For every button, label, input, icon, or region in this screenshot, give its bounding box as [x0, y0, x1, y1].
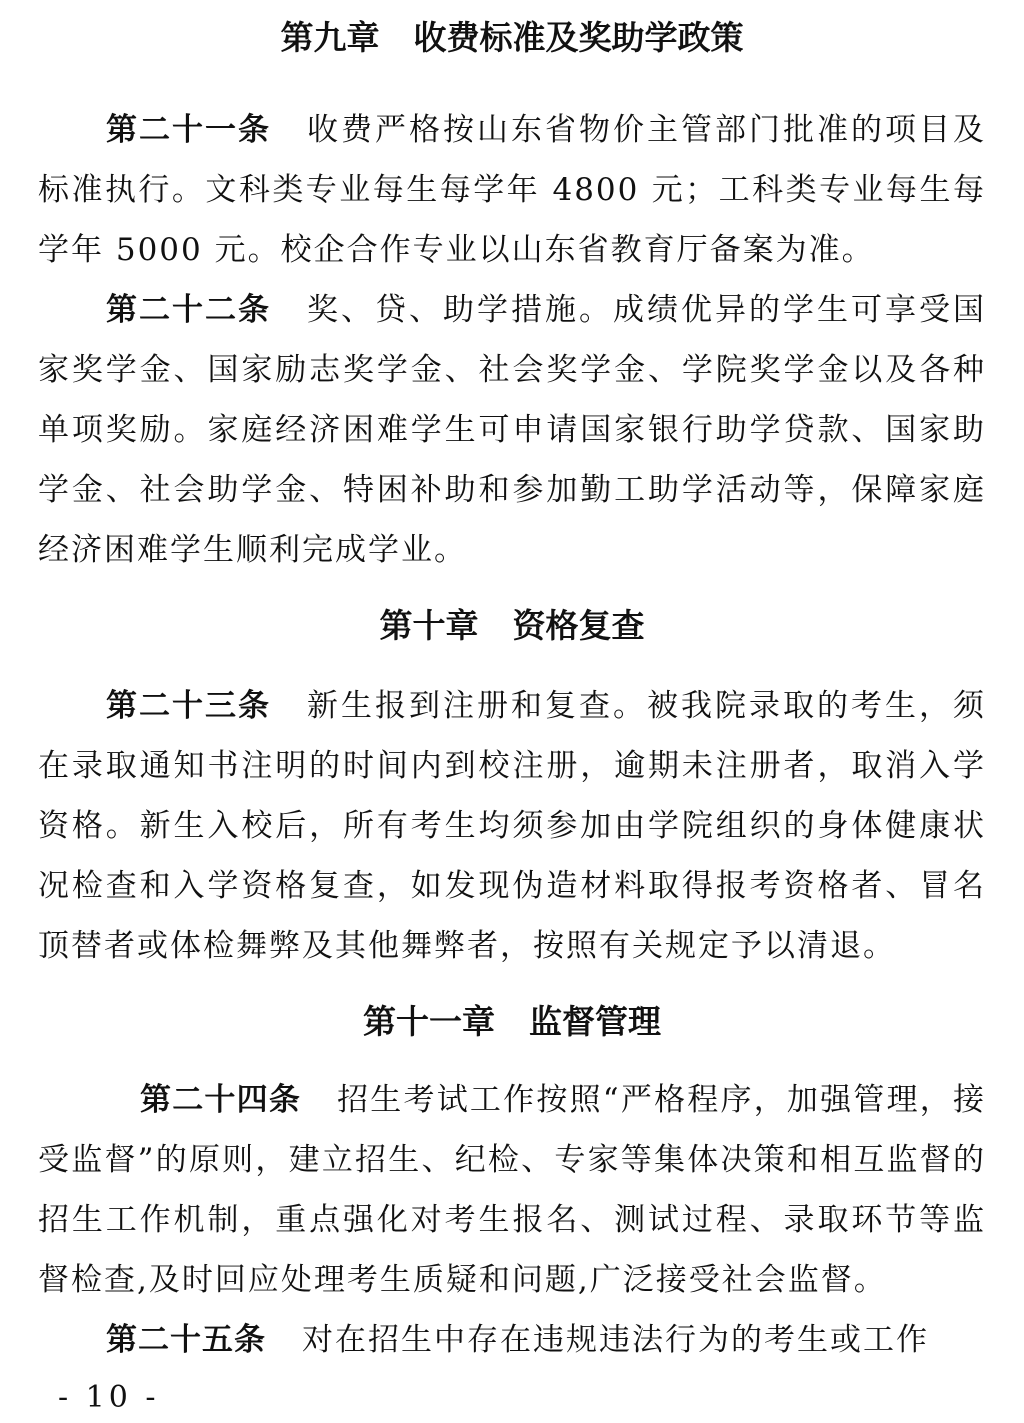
article-21-text: 收费严格按山东省物价主管部门批准的项目及标准执行。文科类专业每生每学年 4800 元；工科类专业每生每学年 5000 元。校企合作专业以山东省教育厅备案为准。: [38, 112, 986, 268]
article-21: [38, 100, 986, 280]
article-22-text: 奖、贷、助学措施。成绩优异的学生可享受国家奖学金、国家励志奖学金、社会奖学金、学院奖学金以及各种单项奖励。家庭经济困难学生可申请国家银行助学贷款、国家助学金、社会助学金、特困补助和参加勤工助学活动等，保障家庭经济困难学生顺利完成学业。: [38, 292, 986, 568]
article-23-text: 新生报到注册和复查。被我院录取的考生，须在录取通知书注明的时间内到校注册，逾期未注册者，取消入学资格。新生入校后，所有考生均须参加由学院组织的身体健康状况检查和入学资格复查，如发现伪造材料取得报考资格者、冒名顶替者或体检舞弊及其他舞弊者，按照有关规定予以清退。: [38, 688, 986, 964]
article-25-label: 第二十五条: [106, 1322, 266, 1358]
chapter-9-title: 收费标准及奖助学政策: [413, 18, 744, 57]
page-number: - 10 -: [58, 1380, 160, 1415]
chapter-9-heading: [0, 18, 1024, 58]
chapter-11-heading: [0, 1002, 1024, 1042]
article-23: [38, 676, 986, 976]
chapter-10-heading: [0, 606, 1024, 646]
article-23-label: 第二十三条: [106, 688, 271, 724]
article-22: [38, 280, 986, 580]
article-25: [38, 1310, 986, 1370]
chapter-11-number: 第十一章: [363, 1002, 495, 1041]
chapter-9-number: 第九章: [280, 18, 380, 57]
chapter-10-title: 资格复查: [512, 606, 645, 645]
article-24: [38, 1070, 986, 1310]
article-24-label: 第二十四条: [140, 1082, 302, 1118]
article-21-label: 第二十一条: [106, 112, 271, 148]
article-22-label: 第二十二条: [106, 292, 271, 328]
article-24-text: 招生考试工作按照“严格程序，加强管理，接受监督”的原则，建立招生、纪检、专家等集体决策和相互监督的招生工作机制，重点强化对考生报名、测试过程、录取环节等监督检查,及时回应处理考生质疑和问题,广泛接受社会监督。: [38, 1082, 986, 1298]
article-25-text: 对在招生中存在违规违法行为的考生或工作: [302, 1322, 929, 1358]
chapter-10-number: 第十章: [379, 606, 479, 645]
chapter-11-title: 监督管理: [529, 1002, 661, 1041]
